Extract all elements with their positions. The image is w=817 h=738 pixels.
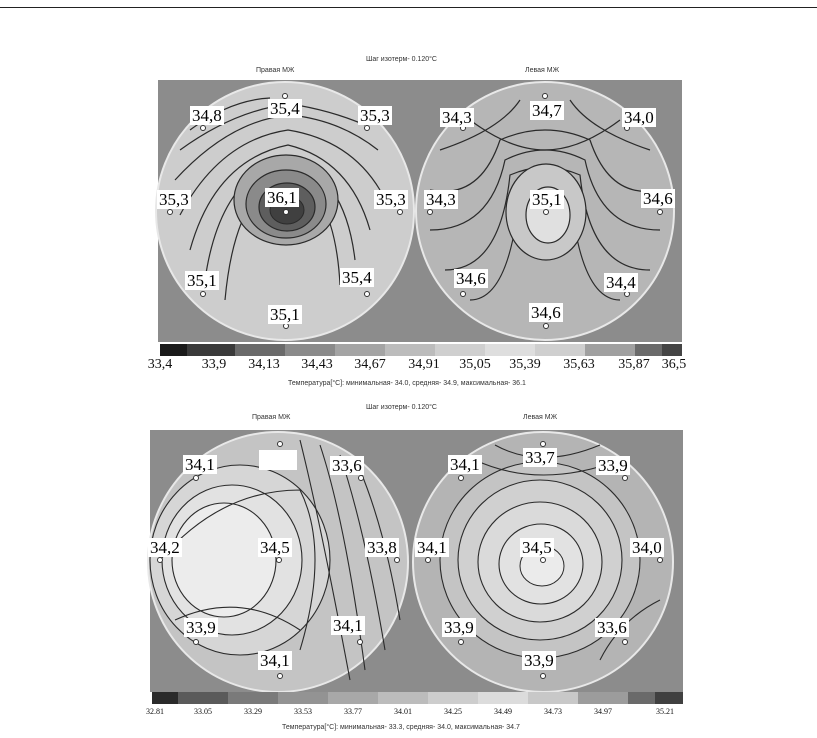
scale-tick: 34.97 [594, 707, 612, 716]
scale-tick: 35,05 [459, 357, 491, 372]
scale-tick: 34,43 [301, 357, 333, 372]
temperature-summary-1: Температура[°C]: минимальная- 34.0, средняя- 34.9, максимальная- 36.1 [288, 380, 526, 387]
temp-label: 33,9 [444, 618, 474, 637]
temp-label: 34,3 [426, 190, 456, 209]
temp-label: 34,4 [606, 273, 636, 292]
temp-label: 35,1 [270, 305, 300, 324]
scale-tick: 32.81 [146, 707, 164, 716]
temp-label: 33,9 [524, 651, 554, 670]
scale-tick: 35,63 [563, 357, 595, 372]
scale-tick: 33,9 [201, 357, 227, 372]
temp-label: 35,1 [532, 190, 562, 209]
thermogram-2-graphic [0, 400, 817, 738]
temp-label: 33,6 [332, 456, 362, 475]
temp-label: 35,4 [270, 99, 300, 118]
temp-label: 34,6 [643, 189, 673, 208]
scale-tick: 33.05 [194, 707, 212, 716]
temp-label: 35,3 [360, 106, 390, 125]
scale-tick: 34.49 [494, 707, 512, 716]
temp-label: 34,5 [522, 538, 552, 557]
thermogram-panel-2 [0, 400, 817, 738]
scale-tick: 36,5 [661, 357, 687, 372]
temp-label: 34,0 [632, 538, 662, 557]
color-scale-2 [152, 692, 683, 704]
temp-label: 35,3 [376, 190, 406, 209]
isotherm-step-2: Шаг изотерм- 0.120°C [366, 404, 437, 411]
temp-label: 33,7 [525, 448, 555, 467]
scale-tick: 35,87 [618, 357, 650, 372]
scale-tick: 34,67 [354, 357, 386, 372]
temp-label: 34,0 [624, 108, 654, 127]
scale-tick: 35.21 [656, 707, 674, 716]
scale-tick: 34,13 [248, 357, 280, 372]
temp-label: 34,1 [450, 455, 480, 474]
temp-label: 34,3 [442, 108, 472, 127]
temp-label: 34,6 [456, 269, 486, 288]
left-breast-title-1: Левая МЖ [525, 67, 560, 74]
scale-tick: 34.73 [544, 707, 562, 716]
temp-label: 34,1 [260, 651, 290, 670]
scale-tick: 34.01 [394, 707, 412, 716]
scale-tick: 34.25 [444, 707, 462, 716]
scale-tick: 33.29 [244, 707, 262, 716]
isotherm-step-1: Шаг изотерм- 0.120°C [366, 56, 437, 63]
temp-label: 36,1 [267, 188, 297, 207]
temp-label: 34,2 [150, 538, 180, 557]
scale-tick: 33.53 [294, 707, 312, 716]
temp-label: 35,4 [342, 268, 372, 287]
temp-label: 34,1 [417, 538, 447, 557]
scale-tick: 35,39 [509, 357, 541, 372]
temp-label: 33,9 [186, 618, 216, 637]
temp-label: 34,7 [532, 101, 562, 120]
temp-label: 33,6 [597, 618, 627, 637]
right-breast-title-1: Правая МЖ [256, 67, 295, 74]
scale-tick: 33.77 [344, 707, 362, 716]
right-breast-title-2: Правая МЖ [252, 414, 291, 421]
scale-tick: 34,91 [408, 357, 440, 372]
temp-label: 34,5 [260, 538, 290, 557]
temp-label: 33,8 [367, 538, 397, 557]
temp-label: 35,1 [187, 271, 217, 290]
temp-label: 33,9 [598, 456, 628, 475]
temp-label: 34,6 [531, 303, 561, 322]
temp-label: 34,8 [192, 106, 222, 125]
color-scale-1 [160, 344, 682, 356]
blank-label-box [259, 450, 297, 470]
temp-label: 34,1 [185, 455, 215, 474]
temp-label: 34,1 [333, 616, 363, 635]
temp-label: 35,3 [159, 190, 189, 209]
scale-tick: 33,4 [147, 357, 173, 372]
temperature-summary-2: Температура[°C]: минимальная- 33.3, средняя- 34.0, максимальная- 34.7 [282, 724, 520, 731]
left-breast-title-2: Левая МЖ [523, 414, 558, 421]
